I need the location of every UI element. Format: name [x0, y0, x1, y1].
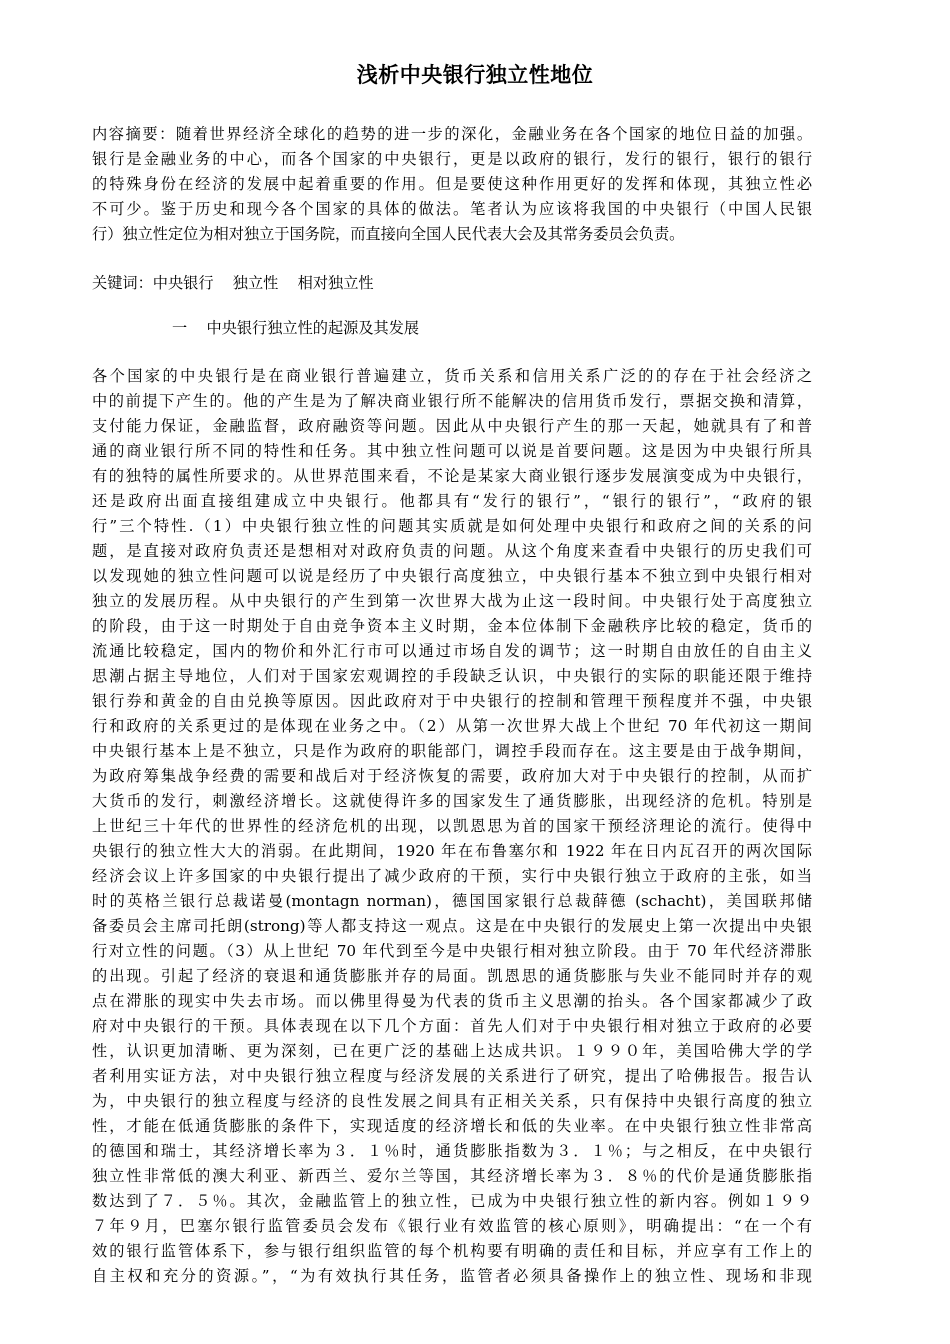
text-line: 性，才能在低通货膨胀的条件下，实现适度的经济增长和低的失业率。在中央银行独立性非常高: [92, 1117, 812, 1135]
text-line: 不可少。鉴于历史和现今各个国家的具体的做法。笔者认为应该将我国的中央银行（中国人民银: [92, 200, 812, 218]
text-line: 央银行的独立性大大的消弱。在此期间，1920 年在布鲁塞尔和 1922 年在日内瓦召开的两次国际: [92, 842, 812, 860]
section-heading: 一 中央银行独立性的起源及其发展: [172, 319, 420, 337]
text-line: 数达到了７．５％。其次，金融监管上的独立性，已成为中央银行独立性的新内容。例如１９９: [92, 1192, 812, 1210]
text-line: 内容摘要：随着世界经济全球化的趋势的进一步的深化，金融业务在各个国家的地位日益的加强。: [92, 125, 812, 143]
text-line: 各个国家的中央银行是在商业银行普遍建立，货币关系和信用关系广泛的的存在于社会经济之: [92, 367, 812, 385]
text-line: 府对中央银行的干预。具体表现在以下几个方面：首先人们对于中央银行相对独立于政府的必要: [92, 1017, 812, 1035]
text-line: 还是政府出面直接组建成立中央银行。他都具有“发行的银行”，“银行的银行”，“政府的银: [92, 492, 812, 510]
text-line: 中的前提下产生的。他的产生是为了解决商业银行所不能解决的信用货币发行，票据交换和清算，: [92, 392, 812, 410]
text-line: 的德国和瑞士，其经济增长率为３．１％时，通货膨胀指数为３．１％；与之相反，在中央银行: [92, 1142, 812, 1160]
text-line: 通的商业银行所不同的特性和任务。其中独立性问题可以说是首要问题。这是因为中央银行所具: [92, 442, 812, 460]
text-line: 独立的发展历程。从中央银行的产生到第一次世界大战为止这一段时间。中央银行处于高度独立: [92, 592, 812, 610]
text-line: 自主权和充分的资源。”，“为有效执行其任务，监管者必须具备操作上的独立性、现场和非现: [92, 1267, 812, 1285]
text-line: 时的英格兰银行总裁诺曼(montagn norman)，德国国家银行总裁薛德 (schacht)，美国联邦储: [92, 892, 812, 910]
keywords: 关键词：中央银行 独立性 相对独立性: [92, 274, 374, 292]
abstract: [92, 122, 812, 247]
text-line: 有的独特的属性所要求的。从世界范围来看，不论是某家大商业银行逐步发展演变成为中央银行，: [92, 467, 812, 485]
text-line: 思潮占据主导地位，人们对于国家宏观调控的手段缺乏认识，中央银行的实际的职能还限于维持: [92, 667, 812, 685]
text-line: 银行是金融业务的中心，而各个国家的中央银行，更是以政府的银行，发行的银行，银行的银行: [92, 150, 812, 168]
text-line: 经济会议上许多国家的中央银行提出了减少政府的干预，实行中央银行独立于政府的主张，如当: [92, 867, 812, 885]
text-line: 为，中央银行的独立程度与经济的良性发展之间具有正相关关系，只有保持中央银行高度的独立: [92, 1092, 812, 1110]
text-line: 中央银行基本上是不独立，只是作为政府的职能部门，调控手段而存在。这主要是由于战争期间，: [92, 742, 812, 760]
text-line: 的出现。引起了经济的衰退和通货膨胀并存的局面。凯恩思的通货膨胀与失业不能同时并存的观: [92, 967, 812, 985]
text-line: 性，认识更加清晰、更为深刻，已在更广泛的基础上达成共识。１９９０年，美国哈佛大学的学: [92, 1042, 812, 1060]
text-line: 支付能力保证，金融监督，政府融资等问题。因此从中央银行产生的那一天起，她就具有了和普: [92, 417, 812, 435]
text-line: 为政府筹集战争经费的需要和战后对于经济恢复的需要，政府加大对于中央银行的控制，从而扩: [92, 767, 812, 785]
text-line: 大货币的发行，刺激经济增长。这就使得许多的国家发生了通货膨胀，出现经济的危机。特别是: [92, 792, 812, 810]
text-line: 备委员会主席司托朗(strong)等人都支持这一观点。这是在中央银行的发展史上第一次提出中央银: [92, 917, 812, 935]
text-line: 行”三个特性.（1）中央银行独立性的问题其实质就是如何处理中央银行和政府之间的关系的问: [92, 517, 812, 535]
text-line: 行）独立性定位为相对独立于国务院，而直接向全国人民代表大会及其常务委员会负责。: [92, 225, 685, 243]
document-title: 浅析中央银行独立性地位: [356, 63, 594, 87]
text-line: 点在滞胀的现实中失去市场。而以佛里得曼为代表的货币主义思潮的抬头。各个国家都减少了政: [92, 992, 812, 1010]
text-line: 以发现她的独立性问题可以说是经历了中央银行高度独立，中央银行基本不独立到中央银行相对: [92, 567, 812, 585]
text-line: 行和政府的关系更过的是体现在业务之中。（2）从第一次世界大战上个世纪 70 年代初这一期间: [92, 717, 812, 735]
text-line: 题，是直接对政府负责还是想相对对政府负责的问题。从这个角度来查看中央银行的历史我们可: [92, 542, 812, 560]
text-line: 银行券和黄金的自由兑换等原因。因此政府对于中央银行的控制和管理干预程度并不强，中央银: [92, 692, 812, 710]
text-line: 的特殊身份在经济的发展中起着重要的作用。但是要使这种作用更好的发挥和体现，其独立性必: [92, 175, 812, 193]
text-line: 流通比较稳定，国内的物价和外汇行市可以通过市场自发的调节；这一时期自由放任的自由主义: [92, 642, 812, 660]
text-line: 上世纪三十年代的世界性的经济危机的出现，以凯恩思为首的国家干预经济理论的流行。使得中: [92, 817, 812, 835]
text-line: 独立性非常低的澳大利亚、新西兰、爱尔兰等国，其经济增长率为３．８％的代价是通货膨胀指: [92, 1167, 812, 1185]
text-line: ７年９月，巴塞尔银行监管委员会发布《银行业有效监管的核心原则》，明确提出：“在一个有: [92, 1217, 812, 1235]
text-line: 者利用实证方法，对中央银行独立程度与经济发展的关系进行了研究，提出了哈佛报告。报告认: [92, 1067, 812, 1085]
text-line: 效的银行监管体系下，参与银行组织监管的每个机构要有明确的责任和目标，并应享有工作上的: [92, 1242, 812, 1260]
body-text: [92, 364, 812, 1289]
text-line: 行对立性的问题。（3）从上世纪 70 年代到至今是中央银行相对独立阶段。由于 70 年代经济滞胀: [92, 942, 812, 960]
text-line: 的阶段，由于这一时期处于自由竞争资本主义时期，金本位体制下金融秩序比较的稳定，货币的: [92, 617, 812, 635]
